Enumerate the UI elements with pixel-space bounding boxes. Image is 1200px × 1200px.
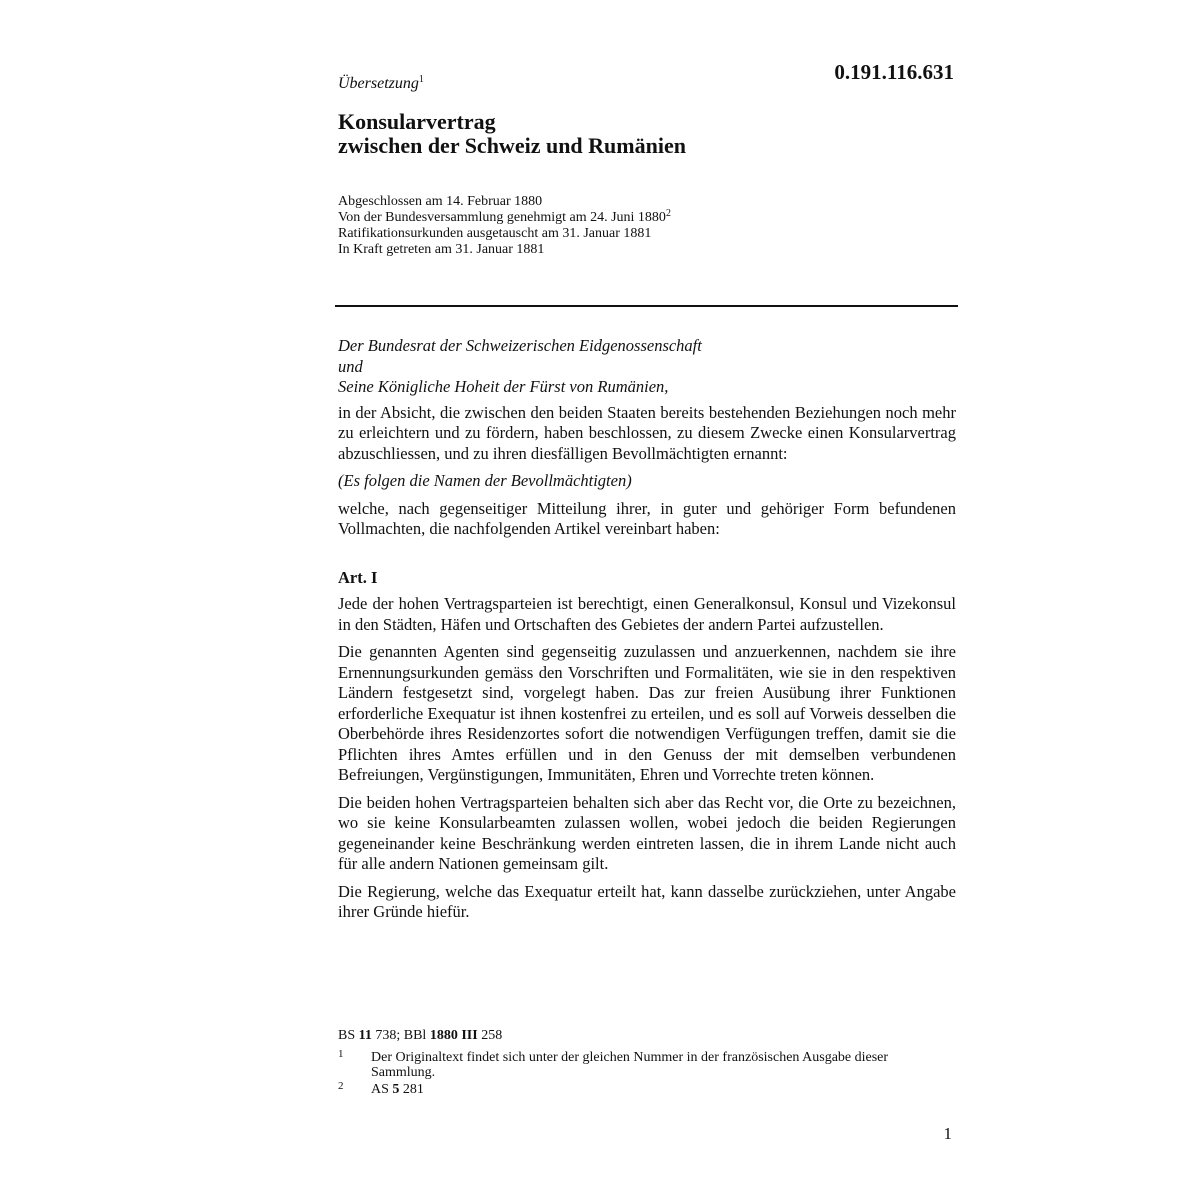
article-paragraph: Die Regierung, welche das Exequatur erteilt hat, kann dasselbe zurückziehen, unter Angabe ihrer Gründe hiefür.	[338, 881, 956, 921]
footnote-1	[338, 1050, 938, 1080]
source-reference: BS 11 738; BBl 1880 III 258	[338, 1028, 503, 1043]
title-line-1: Konsularvertrag	[338, 109, 496, 134]
preamble-names-note: (Es folgen die Namen der Bevollmächtigten)	[338, 471, 632, 490]
preamble-and: und	[338, 356, 363, 376]
preamble-party-2: Seine Königliche Hoheit der Fürst von Rumänien,	[338, 377, 669, 396]
translation-note	[338, 74, 424, 93]
document-title	[338, 110, 956, 158]
horizontal-rule	[335, 305, 958, 307]
meta-in-force: In Kraft getreten am 31. Januar 1881	[338, 242, 545, 257]
footnote-ref-1[interactable]: 1	[418, 74, 424, 85]
meta-concluded: Abgeschlossen am 14. Februar 1880	[338, 194, 543, 209]
document-page	[338, 0, 956, 1200]
article-paragraph: Die genannten Agenten sind gegenseitig zuzulassen und anzuerkennen, nachdem sie ihre Ernennungsurkunden gemäss den Vorschriften und Formalitäten, wie sie in den respektiven Ländern festgesetzt sind, vorgelegt haben. Das zur freien Ausübung ihrer Funktionen erforderliche Exequatur ist ihnen kostenfrei zu erteilen, und es soll auf Vorweis desselben die Oberbehörde ihres Residenzortes sofort die notwendigen Verfügungen treffen, damit sie die Pflichten ihres Amtes erfüllen und in den Genuss der mit demselben verbundenen Befreiungen, Vergünstigungen, Immunitäten, Ehren und Vorrechte treten können.	[338, 642, 956, 784]
preamble-party-1: Der Bundesrat der Schweizerischen Eidgenossenschaft	[338, 336, 702, 355]
page-number: 1	[943, 1124, 952, 1143]
meta-approved	[338, 210, 671, 226]
translation-label: Übersetzung	[338, 75, 419, 92]
sr-number: 0.191.116.631	[834, 60, 954, 84]
footnote-number: 1	[338, 1048, 344, 1060]
treaty-metadata	[338, 194, 671, 258]
page-header	[338, 60, 956, 96]
meta-approved-text: Von der Bundesversammlung genehmigt am 24. Juni 1880	[338, 210, 666, 225]
document-body	[338, 336, 956, 923]
title-line-2: zwischen der Schweiz und Rumänien	[338, 133, 686, 158]
footnote-ref-2[interactable]: 2	[665, 208, 671, 219]
preamble-agreement: welche, nach gegenseitiger Mitteilung ihrer, in guter und gehöriger Form befundenen Vollmachten, die nachfolgenden Artikel vereinbart haben:	[338, 498, 956, 538]
footnote-text: AS 5 281	[371, 1082, 424, 1097]
footnote-number: 2	[338, 1080, 344, 1092]
article-paragraph: Jede der hohen Vertragsparteien ist berechtigt, einen Generalkonsul, Konsul und Vizekonsul in den Städten, Häfen und Ortschaften des Gebietes der andern Partei aufzustellen.	[338, 594, 956, 634]
footnote-text: Der Originaltext findet sich unter der gleichen Nummer in der französischen Ausgabe dieser Sammlung.	[371, 1050, 889, 1080]
preamble-intent: in der Absicht, die zwischen den beiden Staaten bereits bestehenden Beziehungen noch mehr zu erleichtern und zu fördern, haben beschlossen, zu diesem Zwecke einen Konsularvertrag abzuschliessen, und zu ihren diesfälligen Bevollmächtigten ernannt:	[338, 402, 956, 463]
article-paragraph: Die beiden hohen Vertragsparteien behalten sich aber das Recht vor, die Orte zu bezeichnen, wo sie keine Konsularbeamten zulassen wollen, wobei jedoch die beiden Regierungen gegeneinander keine Beschränkung werden eintreten lassen, die in ihrem Lande nicht auch für alle andern Nationen gemeinsam gilt.	[338, 792, 956, 873]
footnote-2	[338, 1082, 938, 1097]
meta-ratified: Ratifikationsurkunden ausgetauscht am 31. Januar 1881	[338, 226, 652, 241]
article-heading: Art. I	[338, 567, 378, 587]
